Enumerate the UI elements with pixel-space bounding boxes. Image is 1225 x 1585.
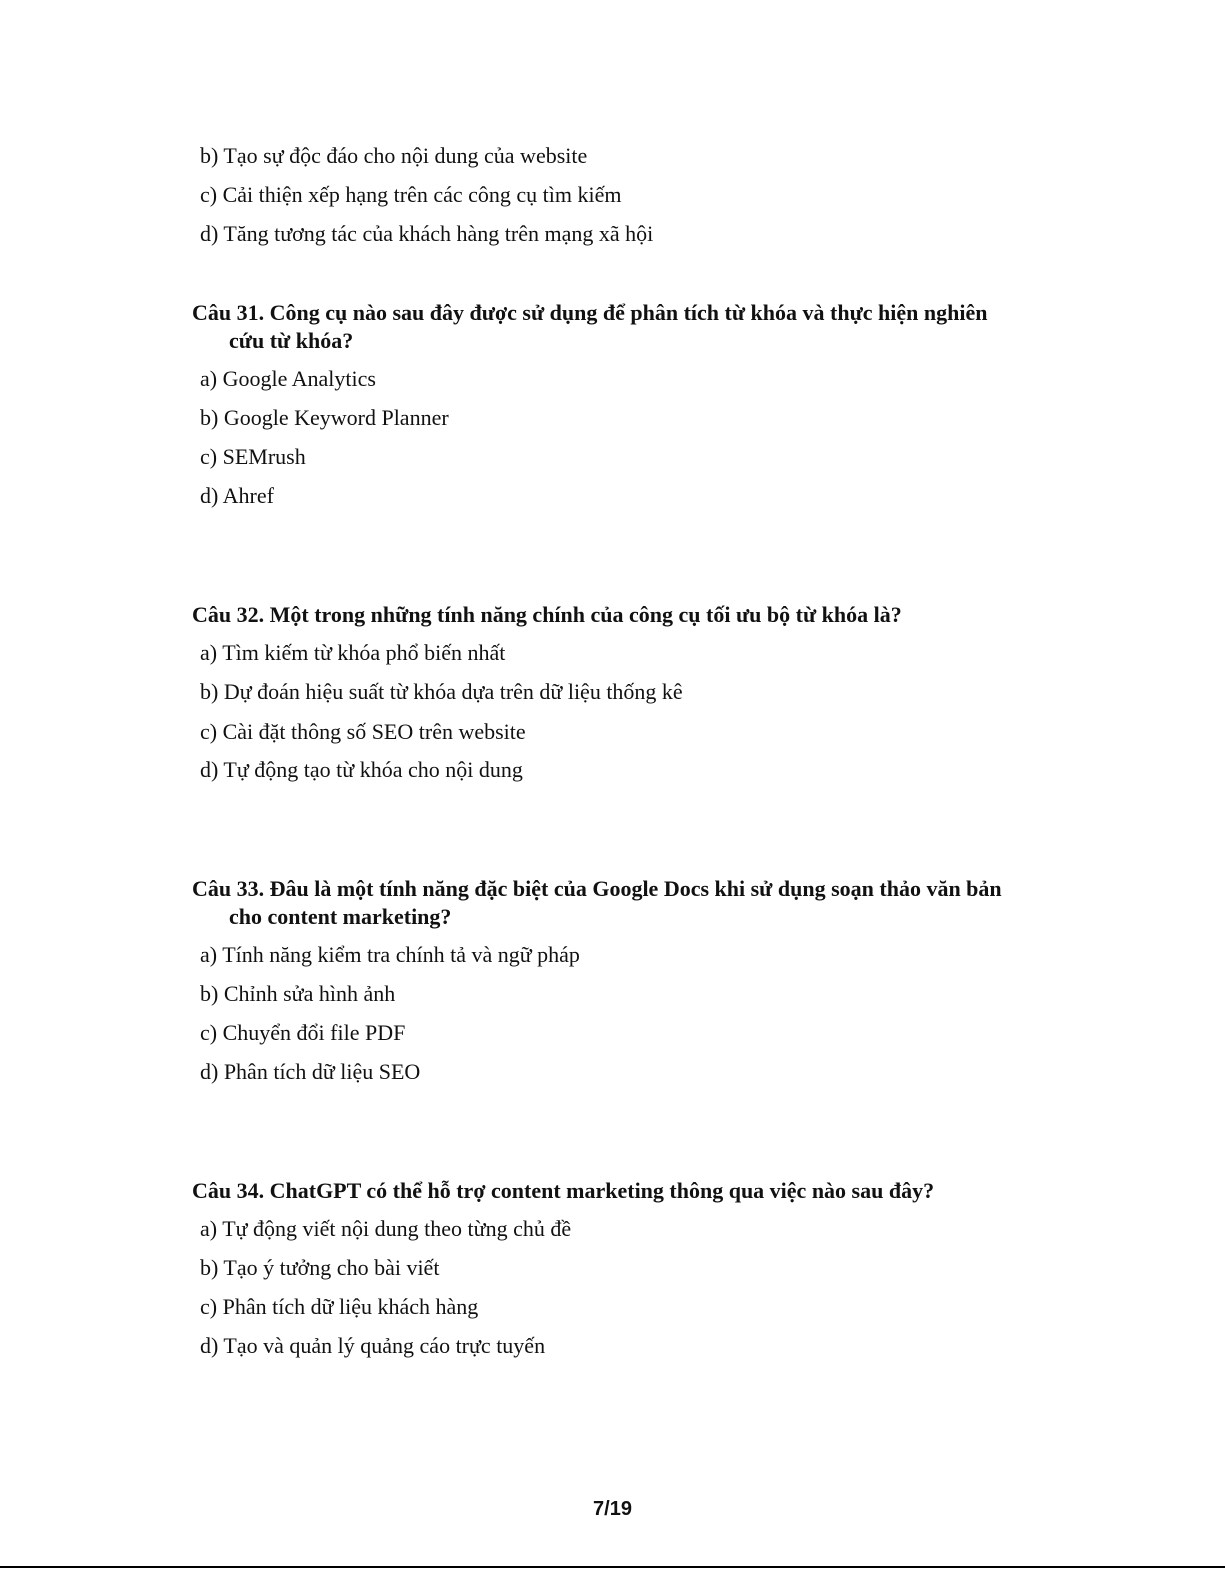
option-b: b) Tạo sự độc đáo cho nội dung của website [200,143,588,168]
option-c: c) Chuyển đổi file PDF [200,1020,406,1045]
option-d: d) Tự động tạo từ khóa cho nội dung [200,757,523,782]
question-title-line: Câu 34. ChatGPT có thể hỗ trợ content marketing thông qua việc nào sau đây? [192,1178,935,1203]
question-title-line: cho content marketing? [229,904,452,929]
option-c: c) SEMrush [200,444,306,469]
option-b: b) Dự đoán hiệu suất từ khóa dựa trên dữ liệu thống kê [200,679,683,704]
option-d: d) Ahref [200,483,274,508]
option-b: b) Tạo ý tưởng cho bài viết [200,1255,440,1280]
option-c: c) Cài đặt thông số SEO trên website [200,719,526,744]
page-number: 7/19 [593,1498,632,1520]
option-d: d) Tăng tương tác của khách hàng trên mạng xã hội [200,221,654,246]
question-34-title [192,1177,1082,1205]
option-b: b) Chỉnh sửa hình ảnh [200,981,396,1006]
question-33-title [192,875,1082,931]
option-a: a) Tự động viết nội dung theo từng chủ đề [200,1216,572,1241]
option-b: b) Google Keyword Planner [200,405,449,430]
option-c: c) Phân tích dữ liệu khách hàng [200,1294,479,1319]
option-c: c) Cải thiện xếp hạng trên các công cụ tìm kiếm [200,182,622,207]
bottom-divider [0,1566,1225,1568]
option-d: d) Phân tích dữ liệu SEO [200,1059,421,1084]
question-32-title [192,601,1082,629]
option-a: a) Tính năng kiểm tra chính tả và ngữ pháp [200,942,580,967]
option-a: a) Tìm kiếm từ khóa phổ biến nhất [200,640,506,665]
question-title-line: Câu 31. Công cụ nào sau đây được sử dụng để phân tích từ khóa và thực hiện nghiên [192,300,988,325]
option-d: d) Tạo và quản lý quảng cáo trực tuyến [200,1333,546,1358]
option-a: a) Google Analytics [200,366,376,391]
question-31-title [192,299,1082,355]
question-title-line: cứu từ khóa? [229,328,354,353]
question-title-line: Câu 33. Đâu là một tính năng đặc biệt của Google Docs khi sử dụng soạn thảo văn bản [192,876,1002,901]
question-title-line: Câu 32. Một trong những tính năng chính của công cụ tối ưu bộ từ khóa là? [192,602,902,627]
